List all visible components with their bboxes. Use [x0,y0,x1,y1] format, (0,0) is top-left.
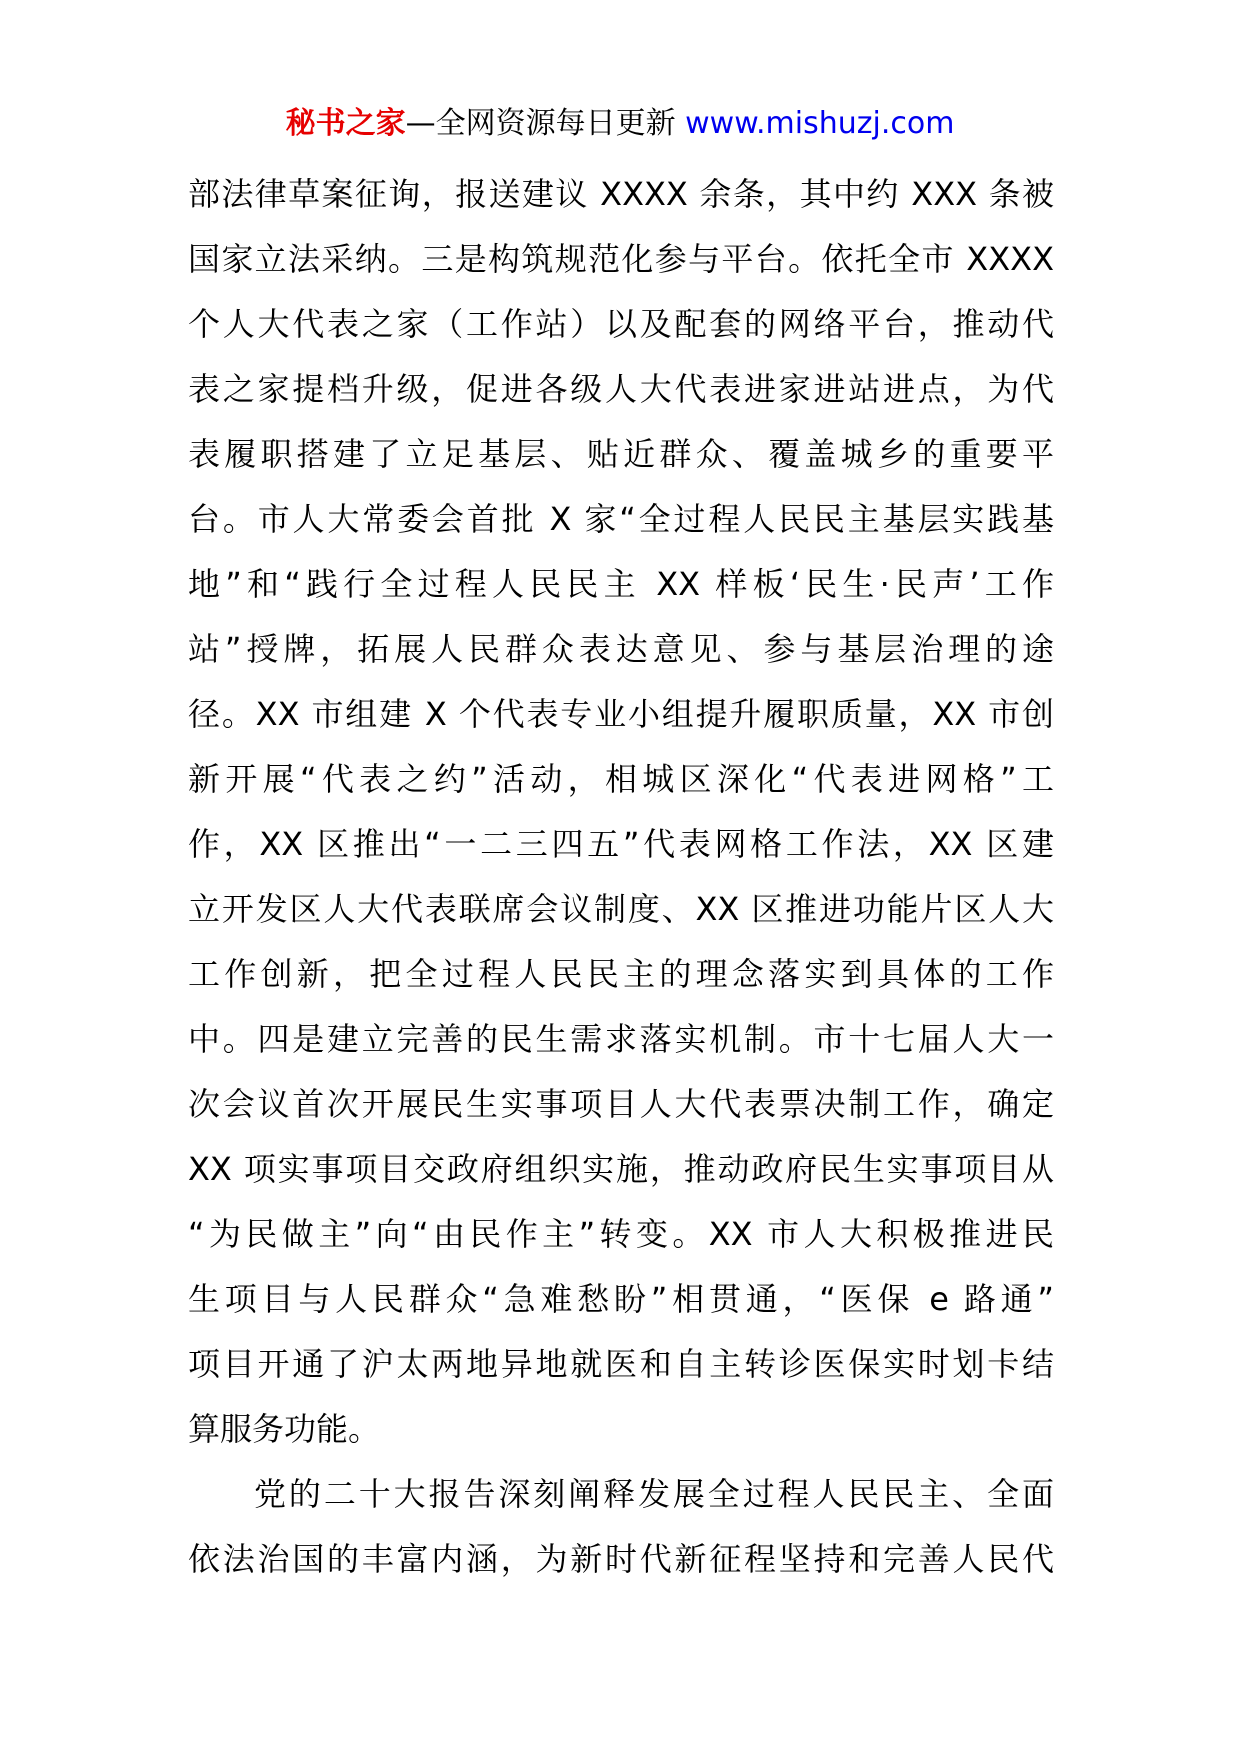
text-line: 径。XX 市组建 X 个代表专业小组提升履职质量，XX 市创 [188,695,1054,733]
text-line: 中。四是建立完善的民生需求落实机制。市十七届人大一 [188,1020,1054,1058]
text-line: 工作创新，把全过程人民民主的理念落实到具体的工作 [188,955,1054,993]
text-line: 地”和“践行全过程人民民主 XX 样板‘民生·民声’工作 [188,565,1054,603]
text-line: 台。市人大常委会首批 X 家“全过程人民民主基层实践基 [188,500,1054,538]
text-line: 表之家提档升级，促进各级人大代表进家进站进点，为代 [188,370,1054,408]
text-line: 新开展“代表之约”活动，相城区深化“代表进网格”工 [188,760,1054,798]
paragraph-first-line: 党的二十大报告深刻阐释发展全过程人民民主、全面 [254,1475,1054,1513]
text-line: 依法治国的丰富内涵，为新时代新征程坚持和完善人民代 [188,1540,1054,1578]
document-body [188,162,1054,1592]
text-line: 国家立法采纳。三是构筑规范化参与平台。依托全市 XXXX [188,240,1054,278]
text-line: 立开发区人大代表联席会议制度、XX 区推进功能片区人大 [188,890,1054,928]
text-line: 生项目与人民群众“急难愁盼”相贯通，“医保 e 路通” [188,1280,1054,1318]
text-line: 表履职搭建了立足基层、贴近群众、覆盖城乡的重要平 [188,435,1054,473]
text-line: 个人大代表之家（工作站）以及配套的网络平台，推动代 [188,305,1054,343]
site-brand: 秘书之家 [285,106,406,141]
text-line: 部法律草案征询，报送建议 XXXX 余条，其中约 XXX 条被 [188,175,1054,213]
text-line: 次会议首次开展民生实事项目人大代表票决制工作，确定 [188,1085,1054,1123]
text-line: 站”授牌，拓展人民群众表达意见、参与基层治理的途 [188,630,1054,668]
text-line: “为民做主”向“由民作主”转变。XX 市人大积极推进民 [188,1215,1054,1253]
text-line: XX 项实事项目交政府组织实施，推动政府民生实事项目从 [188,1150,1054,1188]
text-line: 项目开通了沪太两地异地就医和自主转诊医保实时划卡结 [188,1345,1054,1383]
site-url-link[interactable]: www.mishuzj.com [685,106,955,141]
text-line: 作，XX 区推出“一二三四五”代表网格工作法，XX 区建 [188,825,1054,863]
site-tagline: —全网资源每日更新 [405,106,676,141]
site-header [0,102,1240,146]
text-line: 算服务功能。 [188,1410,381,1448]
